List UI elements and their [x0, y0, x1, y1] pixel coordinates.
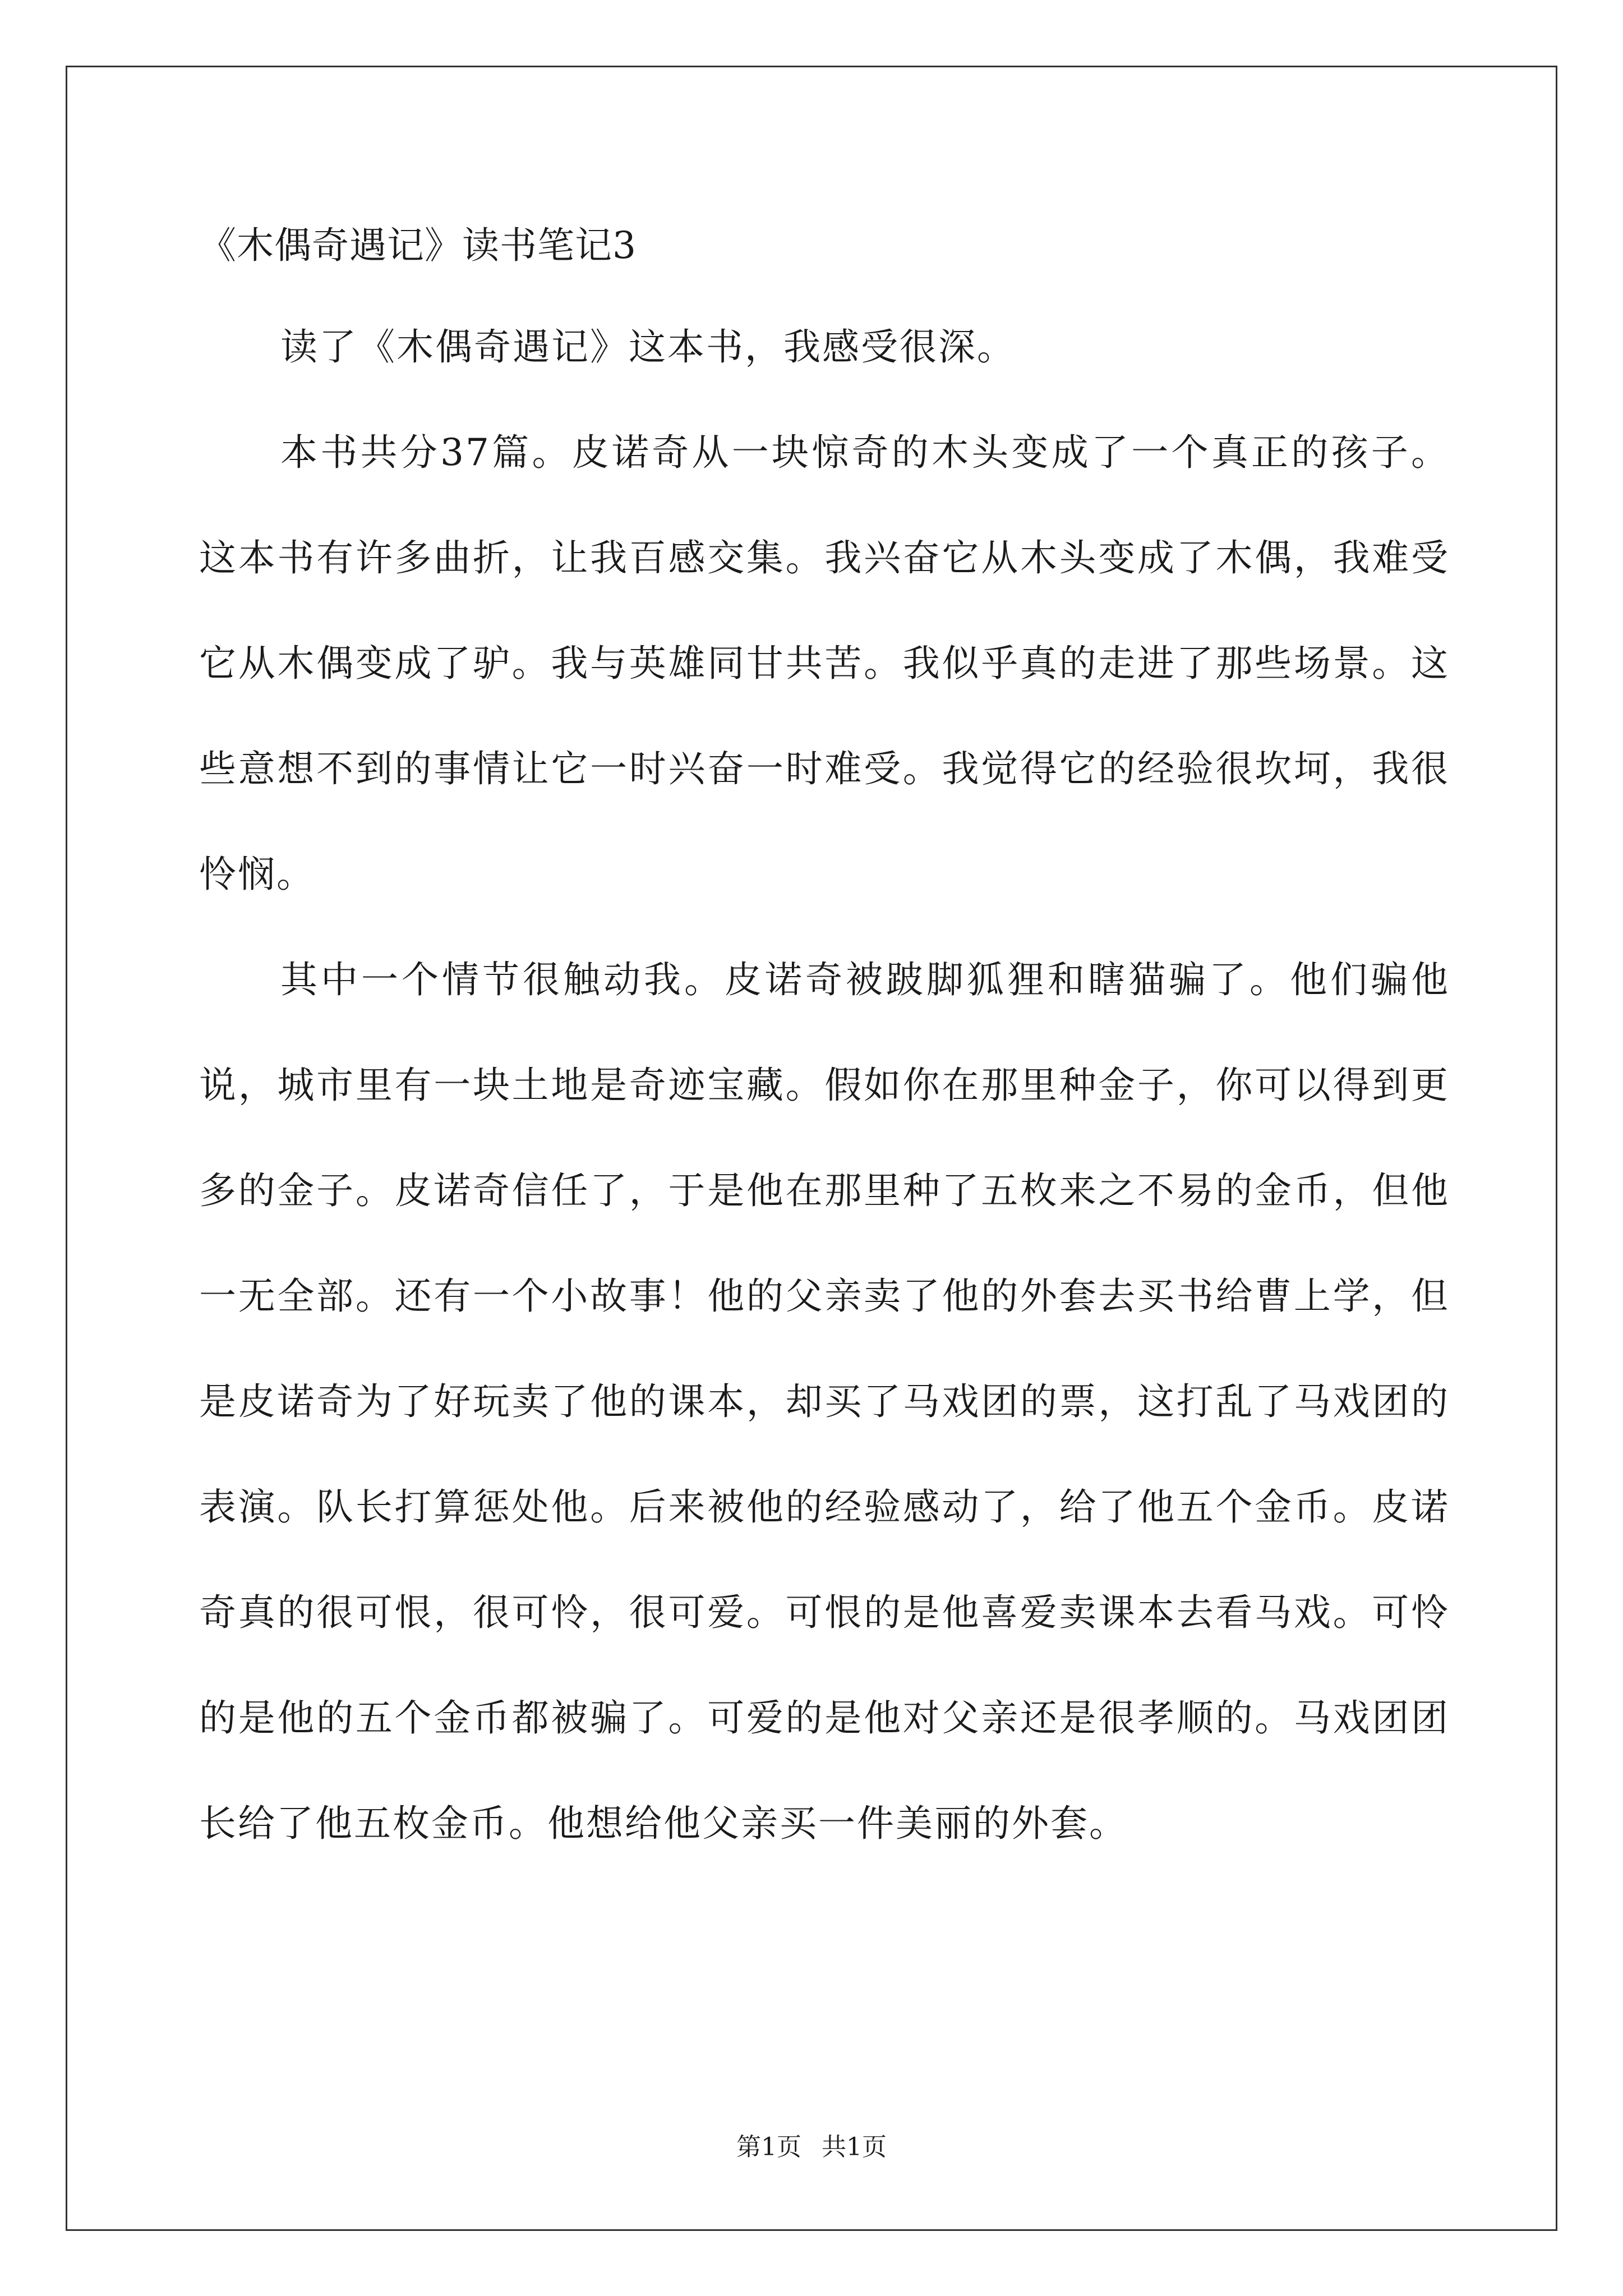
page-footer — [0, 2132, 1623, 2163]
paragraph-intro: 读了《木偶奇遇记》这本书，我感受很深。 — [280, 325, 1016, 369]
paragraph-plot: 其中一个情节很触动我。皮诺奇被跛脚狐狸和瞎猫骗了。他们骗他说，城市里有一块土地是奇迹宝藏。假如你在那里种金子，你可以得到更多的金子。皮诺奇信任了，于是他在那里种了五枚来之不易的金币，但他一无全部。还有一个小故事！他的父亲卖了他的外套去买书给曹上学，但是皮诺奇为了好玩卖了他的课本，却买了马戏团的票，这打乱了马戏团的表演。队长打算惩处他。后来被他的经验感动了，给了他五个金币。皮诺奇真的很可恨，很可怜，很可爱。可恨的是他喜爱卖课本去看马戏。可怜的是他的五个金币都被骗了。可爱的是他对父亲还是很孝顺的。马戏团团长给了他五枚金币。他想给他父亲买一件美丽的外套。 — [199, 958, 1450, 1845]
paragraph-summary: 本书共分37篇。皮诺奇从一块惊奇的木头变成了一个真正的孩子。这本书有许多曲折，让我百感交集。我兴奋它从木头变成了木偶，我难受它从木偶变成了驴。我与英雄同甘共苦。我似乎真的走进了那些场景。这些意想不到的事情让它一时兴奋一时难受。我觉得它的经验很坎坷，我很怜悯。 — [199, 431, 1450, 896]
page-total: 共1页 — [822, 2133, 887, 2161]
page-number: 第1页 — [736, 2133, 801, 2161]
document-title: 《木偶奇遇记》读书笔记3 — [199, 224, 637, 267]
document-body — [199, 295, 1450, 1876]
